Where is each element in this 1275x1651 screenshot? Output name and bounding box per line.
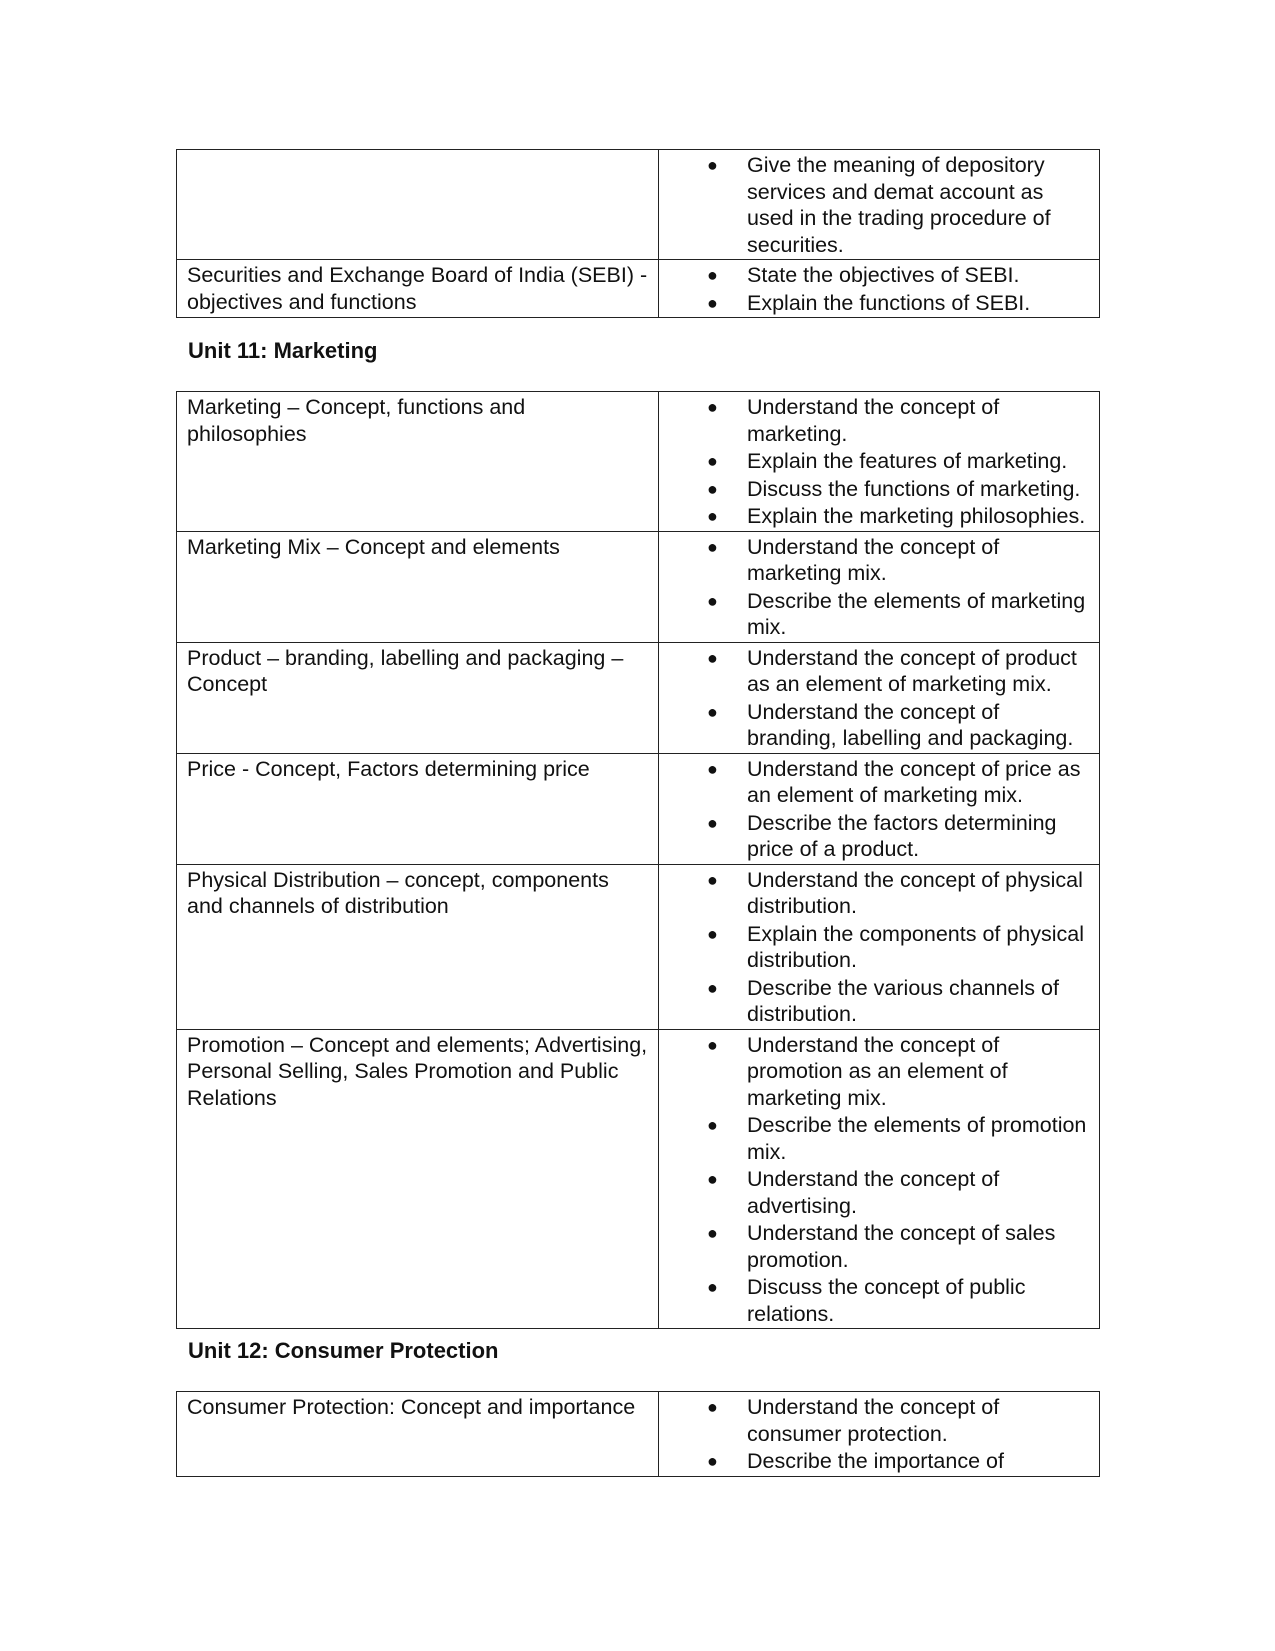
objective-item bbox=[659, 394, 1093, 447]
objective-item bbox=[659, 588, 1093, 641]
objectives-list bbox=[659, 756, 1093, 863]
objective-item bbox=[659, 810, 1093, 863]
objective-item bbox=[659, 975, 1093, 1028]
objectives-list bbox=[659, 645, 1093, 752]
objectives-cell bbox=[659, 1029, 1100, 1329]
table-row bbox=[177, 1029, 1100, 1329]
objectives-cell bbox=[659, 1392, 1100, 1477]
objective-text: Describe the elements of promotion mix. bbox=[747, 1113, 1087, 1164]
objective-text: Describe the various channels of distribution. bbox=[747, 975, 1059, 1026]
objective-text: Describe the importance of bbox=[747, 1449, 1004, 1473]
bullet-icon: ● bbox=[707, 590, 718, 611]
objective-text: Understand the concept of product as an element of marketing mix. bbox=[747, 645, 1077, 696]
objectives-cell bbox=[659, 531, 1100, 642]
objectives-cell bbox=[659, 642, 1100, 753]
bullet-icon: ● bbox=[707, 1169, 718, 1189]
objective-text: Understand the concept of branding, labelling and packaging. bbox=[747, 699, 1074, 750]
unit-11-heading: Unit 11: Marketing bbox=[188, 338, 378, 363]
topic-cell bbox=[177, 150, 659, 260]
table-row bbox=[177, 753, 1100, 864]
bullet-icon: ● bbox=[707, 977, 718, 998]
objective-text: Understand the concept of sales promotion. bbox=[747, 1221, 1056, 1272]
topic-cell: Marketing Mix – Concept and elements bbox=[177, 531, 659, 642]
objectives-list bbox=[659, 1032, 1093, 1328]
syllabus-table-continued bbox=[176, 149, 1100, 318]
table-row bbox=[177, 1392, 1100, 1477]
bullet-icon: ● bbox=[707, 506, 718, 526]
bullet-icon: ● bbox=[707, 1397, 718, 1417]
objectives-list bbox=[659, 867, 1093, 1028]
objective-text: Give the meaning of depository services and demat account as used in the trading procedure of securities. bbox=[747, 153, 1051, 257]
bullet-icon: ● bbox=[707, 451, 718, 471]
table-row bbox=[177, 531, 1100, 642]
bullet-icon: ● bbox=[707, 265, 718, 285]
objectives-cell bbox=[659, 753, 1100, 864]
objective-item bbox=[659, 534, 1093, 587]
bullet-icon: ● bbox=[707, 1034, 718, 1055]
objective-item bbox=[659, 645, 1093, 698]
objective-item bbox=[659, 448, 1093, 475]
topic-cell: Marketing – Concept, functions and philosophies bbox=[177, 392, 659, 532]
objectives-cell bbox=[659, 150, 1100, 260]
objective-item bbox=[659, 867, 1093, 920]
objective-text: Explain the functions of SEBI. bbox=[747, 290, 1031, 315]
objective-item bbox=[659, 290, 1093, 317]
bullet-icon: ● bbox=[707, 1451, 718, 1471]
objectives-list bbox=[659, 152, 1093, 258]
objective-text: Understand the concept of marketing mix. bbox=[747, 534, 1000, 585]
table-row bbox=[177, 260, 1100, 318]
bullet-icon: ● bbox=[707, 701, 718, 722]
objective-item bbox=[659, 262, 1093, 289]
objective-item bbox=[659, 476, 1093, 503]
objective-text: Discuss the functions of marketing. bbox=[747, 476, 1081, 501]
unit-12-heading: Unit 12: Consumer Protection bbox=[188, 1338, 499, 1363]
objective-item bbox=[659, 1166, 1093, 1219]
table-row bbox=[177, 392, 1100, 532]
objective-item bbox=[659, 1394, 1093, 1447]
bullet-icon: ● bbox=[707, 397, 718, 417]
objectives-list bbox=[659, 394, 1093, 530]
bullet-icon: ● bbox=[707, 1115, 718, 1135]
bullet-icon: ● bbox=[707, 869, 718, 890]
bullet-icon: ● bbox=[707, 155, 718, 175]
unit-11-table bbox=[176, 391, 1100, 1329]
objective-text: Explain the marketing philosophies. bbox=[747, 504, 1086, 528]
objective-item bbox=[659, 1274, 1093, 1327]
objective-item bbox=[659, 152, 1093, 258]
bullet-icon: ● bbox=[707, 292, 718, 313]
table-row bbox=[177, 864, 1100, 1029]
table-row bbox=[177, 150, 1100, 260]
bullet-icon: ● bbox=[707, 478, 718, 499]
bullet-icon: ● bbox=[707, 923, 718, 944]
objective-item bbox=[659, 756, 1093, 809]
objective-text: Explain the features of marketing. bbox=[747, 449, 1068, 473]
objectives-cell bbox=[659, 864, 1100, 1029]
objective-item bbox=[659, 921, 1093, 974]
objectives-cell bbox=[659, 392, 1100, 532]
bullet-icon: ● bbox=[707, 812, 718, 833]
objectives-list bbox=[659, 262, 1093, 316]
bullet-icon: ● bbox=[707, 1223, 718, 1243]
topic-cell: Promotion – Concept and elements; Advertising, Personal Selling, Sales Promotion and Public Relations bbox=[177, 1029, 659, 1329]
objective-item bbox=[659, 1220, 1093, 1273]
objective-item bbox=[659, 1032, 1093, 1112]
topic-cell: Physical Distribution – concept, components and channels of distribution bbox=[177, 864, 659, 1029]
objective-text: Understand the concept of physical distribution. bbox=[747, 867, 1083, 918]
topic-cell: Consumer Protection: Concept and importance bbox=[177, 1392, 659, 1477]
objective-item bbox=[659, 503, 1093, 530]
objective-text: State the objectives of SEBI. bbox=[747, 263, 1020, 287]
objective-item bbox=[659, 699, 1093, 752]
objective-text: Discuss the concept of public relations. bbox=[747, 1275, 1026, 1326]
objectives-list bbox=[659, 1394, 1093, 1475]
objective-text: Understand the concept of price as an element of marketing mix. bbox=[747, 756, 1081, 807]
objectives-cell bbox=[659, 260, 1100, 318]
unit-12-table bbox=[176, 1391, 1100, 1477]
topic-cell: Product – branding, labelling and packaging – Concept bbox=[177, 642, 659, 753]
objective-text: Understand the concept of promotion as an element of marketing mix. bbox=[747, 1032, 1008, 1110]
bullet-icon: ● bbox=[707, 647, 718, 668]
objective-text: Explain the components of physical distribution. bbox=[747, 921, 1085, 972]
bullet-icon: ● bbox=[707, 536, 718, 557]
objective-text: Understand the concept of advertising. bbox=[747, 1167, 1000, 1218]
objective-text: Describe the elements of marketing mix. bbox=[747, 588, 1086, 639]
objective-item bbox=[659, 1112, 1093, 1165]
objectives-list bbox=[659, 534, 1093, 641]
topic-cell: Price - Concept, Factors determining price bbox=[177, 753, 659, 864]
topic-cell: Securities and Exchange Board of India (SEBI) - objectives and functions bbox=[177, 260, 659, 318]
bullet-icon: ● bbox=[707, 1277, 718, 1297]
objective-text: Describe the factors determining price of a product. bbox=[747, 810, 1057, 861]
objective-item bbox=[659, 1448, 1093, 1475]
objective-text: Understand the concept of consumer protection. bbox=[747, 1395, 1000, 1446]
bullet-icon: ● bbox=[707, 758, 718, 779]
table-row bbox=[177, 642, 1100, 753]
objective-text: Understand the concept of marketing. bbox=[747, 395, 1000, 446]
